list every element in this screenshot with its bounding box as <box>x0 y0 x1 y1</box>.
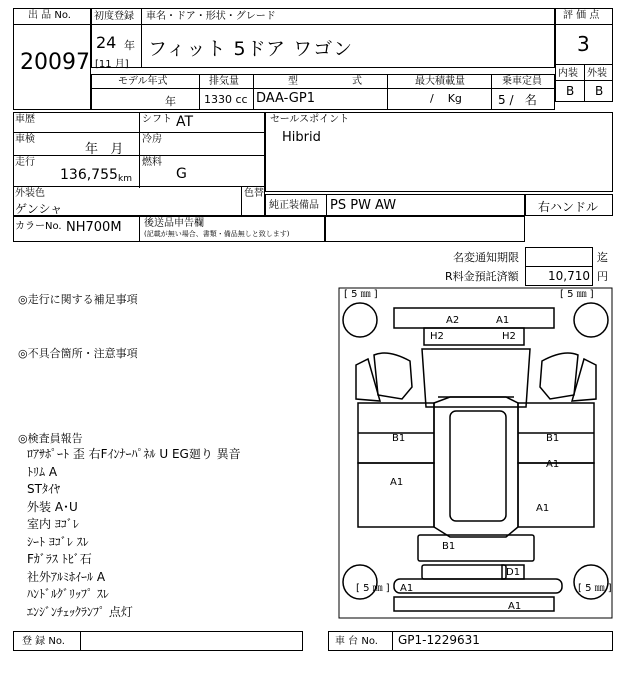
displacement: 1330 cc <box>204 93 248 106</box>
inspector-report-line: 室内 ﾖｺﾞﾚ <box>27 517 79 531</box>
tire-depth-bottom-right: [ 5 ㎜ ] <box>578 583 612 594</box>
damage-mark-12: A1 <box>508 601 522 612</box>
sales-point: Hibrid <box>282 130 321 145</box>
lot-number: 20097 <box>20 50 90 75</box>
interior-grade: B <box>566 84 575 98</box>
first-registration-month: [11 月] <box>95 59 129 70</box>
model-year-unit: 年 <box>165 95 176 108</box>
inspector-report-line: 外装 A･U <box>27 499 78 514</box>
color-value: ゲンシャ <box>15 202 63 216</box>
inspector-report-line: Fｶﾞﾗｽ ﾄﾋﾞ石 <box>27 552 92 566</box>
exterior-grade-label: 外装 <box>587 68 607 79</box>
first-registration-year: 24 <box>96 33 117 52</box>
mileage-label: 走行 <box>15 157 35 168</box>
interior-grade-label: 内装 <box>558 68 578 79</box>
model-type: DAA-GP1 <box>256 91 315 106</box>
inspector-report-line: ﾄﾘﾑ A <box>27 464 58 479</box>
damage-mark-4: B1 <box>392 433 406 444</box>
capacity: 5 / 名 <box>498 93 537 107</box>
color-number: NH700M <box>66 220 122 235</box>
damage-mark-3: H2 <box>502 331 516 342</box>
mileage-value: 136,755 <box>60 167 118 183</box>
recycle-fee-value: 10,710 <box>548 269 590 283</box>
damage-mark-1: A1 <box>496 315 510 326</box>
shift-value: AT <box>176 114 194 130</box>
name-change-deadline-label: 名変通知期限 <box>453 251 519 264</box>
equipment-value: PS PW AW <box>330 198 397 213</box>
chassis-number-label: 車 台 No. <box>335 636 378 647</box>
damage-diagram <box>338 287 614 623</box>
damage-mark-11: A1 <box>400 583 414 594</box>
sales-point-label: セールスポイント <box>270 114 350 125</box>
model-year-label: モデル年式 <box>118 76 168 87</box>
score-label: 評 価 点 <box>563 10 600 21</box>
fuel-value: G <box>176 166 187 182</box>
car-name-label: 車名・ドア・形状・グレード <box>146 11 276 22</box>
damage-mark-0: A2 <box>446 315 460 326</box>
inspector-report-line: ｴﾝｼﾞﾝﾁｪｯｸﾗﾝﾌﾟ 点灯 <box>27 604 133 619</box>
max-load-label: 最大積載量 <box>415 76 465 87</box>
history-label: 車歴 <box>15 114 35 125</box>
post-delivery-label: 後送品申告欄 <box>144 218 204 229</box>
displacement-label: 排気量 <box>209 76 239 87</box>
inspector-report-line: ﾛｱｻﾎﾟｰﾄ 歪 右Fｲﾝﾅｰﾊﾟﾈﾙ U EG廻り 異音 <box>27 447 241 461</box>
color-change-label: 色替 <box>244 188 264 199</box>
year-unit: 年 <box>124 39 135 52</box>
mileage-unit: km <box>118 174 132 184</box>
exterior-grade: B <box>595 84 604 98</box>
score-value: 3 <box>577 32 590 56</box>
car-name: フィット 5ドア ワゴン <box>148 38 354 60</box>
inspection-value: 年 月 <box>85 142 124 157</box>
equipment-label: 純正装備品 <box>269 200 319 211</box>
damage-mark-8: A1 <box>536 503 550 514</box>
inspector-report-label: ◎検査員報告 <box>18 432 83 445</box>
post-delivery-note: (記載が無い場合、書類・備品無しと致します) <box>144 230 290 238</box>
inspector-report-line: ｼｰﾄ ﾖｺﾞﾚ ｽﾚ <box>27 534 89 549</box>
registration-number-label: 登 録 No. <box>22 636 65 647</box>
handle-position: 右ハンドル <box>538 200 599 214</box>
inspector-report-line: 社外ｱﾙﾐﾎｲｰﾙ A <box>27 569 106 584</box>
damage-mark-6: A1 <box>546 459 560 470</box>
recycle-fee-label: R料金預託済額 <box>445 270 519 283</box>
fuel-label: 燃料 <box>142 157 162 168</box>
color-number-label: カラーNo. <box>15 221 62 232</box>
tire-depth-top-right: [ 5 ㎜ ] <box>560 289 594 300</box>
tire-depth-top-left: [ 5 ㎜ ] <box>344 289 378 300</box>
tire-depth-bottom-left: [ 5 ㎜ ] <box>356 583 390 594</box>
inspector-report-line: ﾊﾝﾄﾞﾙｸﾞﾘｯﾌﾟ ｽﾚ <box>27 587 109 601</box>
damage-mark-7: A1 <box>390 477 404 488</box>
type-label-1: 型 <box>288 76 298 87</box>
color-label: 外装色 <box>15 188 45 199</box>
type-label-2: 式 <box>352 76 362 87</box>
max-load: / Kg <box>430 92 462 105</box>
shift-label: シフト <box>142 114 172 125</box>
car-body-diagram <box>338 287 614 619</box>
damage-mark-10: D1 <box>506 567 521 578</box>
recycle-fee-unit: 円 <box>597 270 608 283</box>
chassis-number: GP1-1229631 <box>398 633 480 647</box>
running-notes-label: ◎走行に関する補足事項 <box>18 293 138 306</box>
first-registration-label: 初度登録 <box>94 11 134 22</box>
damage-mark-9: B1 <box>442 541 456 552</box>
defect-notes-label: ◎不具合箇所・注意事項 <box>18 347 138 360</box>
inspection-label: 車検 <box>15 134 35 145</box>
ac-label: 冷房 <box>142 134 162 145</box>
inspector-report-line: STﾀｲﾔ <box>27 482 60 496</box>
name-change-unit: 迄 <box>597 251 608 264</box>
damage-mark-5: B1 <box>546 433 560 444</box>
lot-number-label: 出 品 No. <box>28 10 71 21</box>
damage-mark-2: H2 <box>430 331 444 342</box>
inspector-report-lines <box>27 446 241 621</box>
capacity-label: 乗車定員 <box>502 76 542 87</box>
